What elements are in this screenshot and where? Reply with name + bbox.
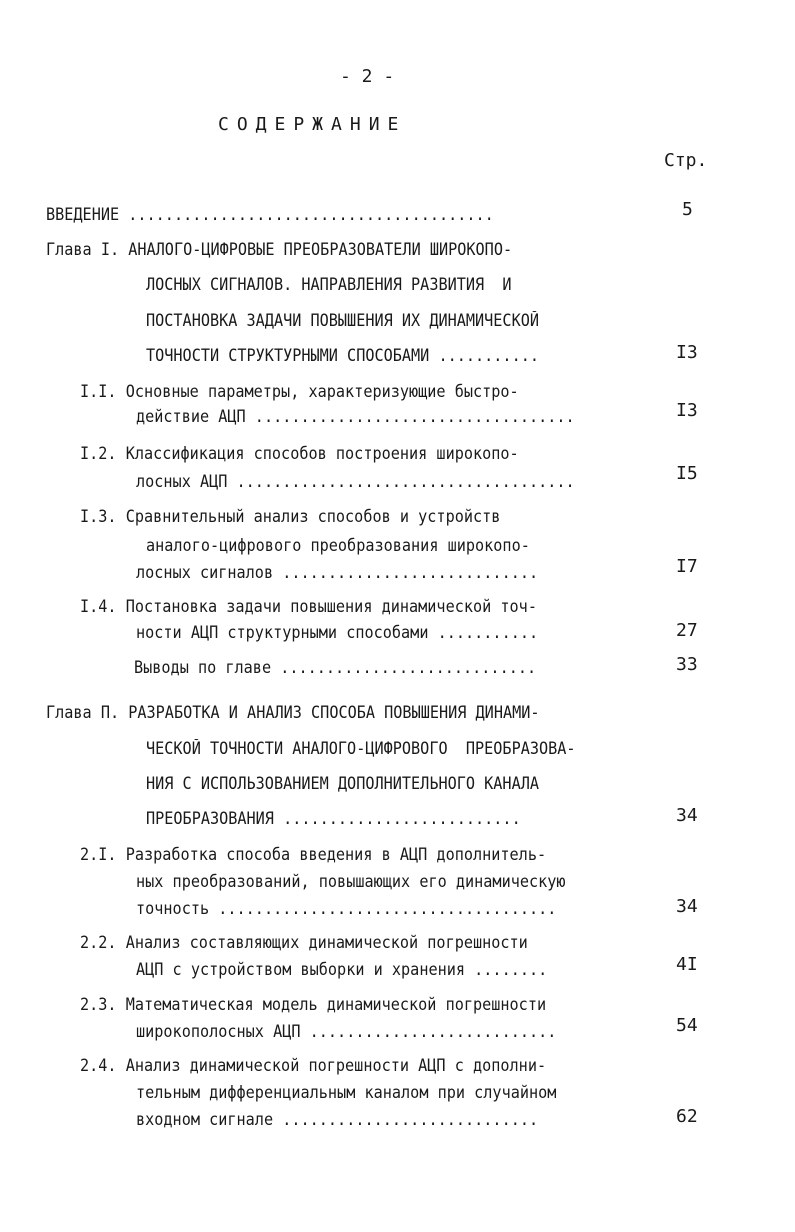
toc-entry-page: 33 xyxy=(676,654,698,675)
toc-entry-page: 27 xyxy=(676,620,698,641)
toc-entry-page: 5 xyxy=(682,199,693,220)
toc-entry-page: I5 xyxy=(676,463,698,484)
toc-entry-line: I.2. Классификация способов построения широкопо- xyxy=(80,444,519,463)
toc-entry-line: Выводы по главе ............................ xyxy=(134,658,537,677)
toc-entry-line: ЛОСНЫХ СИГНАЛОВ. НАПРАВЛЕНИЯ РАЗВИТИЯ И xyxy=(146,275,512,294)
toc-entry-line: АЦП с устройством выборки и хранения ........ xyxy=(136,960,548,979)
toc-entry-page: I7 xyxy=(676,556,698,577)
toc-entry-line: тельным дифференциальным каналом при случайном xyxy=(136,1083,557,1102)
page-number: - 2 - xyxy=(340,66,395,87)
toc-entry-line: лосных сигналов ............................ xyxy=(136,563,539,582)
toc-entry-line: 2.3. Математическая модель динамической погрешности xyxy=(80,995,547,1014)
toc-entry-line: действие АЦП ................................... xyxy=(136,407,575,426)
toc-entry-page: 4I xyxy=(676,954,698,975)
toc-entry-line: лосных АЦП ..................................... xyxy=(136,472,575,491)
toc-entry-page: 62 xyxy=(676,1106,698,1127)
toc-entry-line: I.4. Постановка задачи повышения динамической точ- xyxy=(80,597,537,616)
toc-entry-line: НИЯ С ИСПОЛЬЗОВАНИЕМ ДОПОЛНИТЕЛЬНОГО КАНАЛА xyxy=(146,774,539,793)
toc-entry-line: широкополосных АЦП ........................... xyxy=(136,1022,557,1041)
toc-entry-line: точность ..................................... xyxy=(136,899,557,918)
toc-entry-page: I3 xyxy=(676,342,698,363)
toc-entry-line: I.3. Сравнительный анализ способов и устройств xyxy=(80,507,501,526)
toc-entry-page: I3 xyxy=(676,400,698,421)
toc-entry-line: ЧЕСКОЙ ТОЧНОСТИ АНАЛОГО-ЦИФРОВОГО ПРЕОБРАЗОВА- xyxy=(146,739,576,758)
toc-entry-line: ности АЦП структурными способами ........... xyxy=(136,623,539,642)
toc-entry-line: входном сигнале ............................ xyxy=(136,1110,539,1129)
page-title: СОДЕРЖАНИЕ xyxy=(218,114,407,135)
toc-entry-line: аналого-цифрового преобразования широкопо- xyxy=(146,536,530,555)
toc-entry-line: 2.4. Анализ динамической погрешности АЦП с дополни- xyxy=(80,1056,547,1075)
toc-entry-line: Глава П. РАЗРАБОТКА И АНАЛИЗ СПОСОБА ПОВЫШЕНИЯ ДИНАМИ- xyxy=(46,703,540,722)
toc-entry-line: ПРЕОБРАЗОВАНИЯ .......................... xyxy=(146,809,521,828)
toc-entry-page: 34 xyxy=(676,805,698,826)
page-column-label: Стр. xyxy=(664,150,708,171)
toc-entry-page: 54 xyxy=(676,1015,698,1036)
toc-entry-line: ТОЧНОСТИ СТРУКТУРНЫМИ СПОСОБАМИ ........... xyxy=(146,346,539,365)
toc-entry-line: Глава I. АНАЛОГО-ЦИФРОВЫЕ ПРЕОБРАЗОВАТЕЛИ ШИРОКОПО- xyxy=(46,240,513,259)
toc-entry-line: ПОСТАНОВКА ЗАДАЧИ ПОВЫШЕНИЯ ИХ ДИНАМИЧЕСКОЙ xyxy=(146,311,539,330)
toc-entry-line: ВВЕДЕНИЕ ........................................ xyxy=(46,205,494,224)
toc-entry-line: I.I. Основные параметры, характеризующие быстро- xyxy=(80,382,519,401)
toc-entry-page: 34 xyxy=(676,896,698,917)
toc-entry-line: 2.2. Анализ составляющих динамической погрешности xyxy=(80,933,528,952)
toc-entry-line: ных преобразований, повышающих его динамическую xyxy=(136,872,566,891)
toc-entry-line: 2.I. Разработка способа введения в АЦП дополнитель- xyxy=(80,845,547,864)
